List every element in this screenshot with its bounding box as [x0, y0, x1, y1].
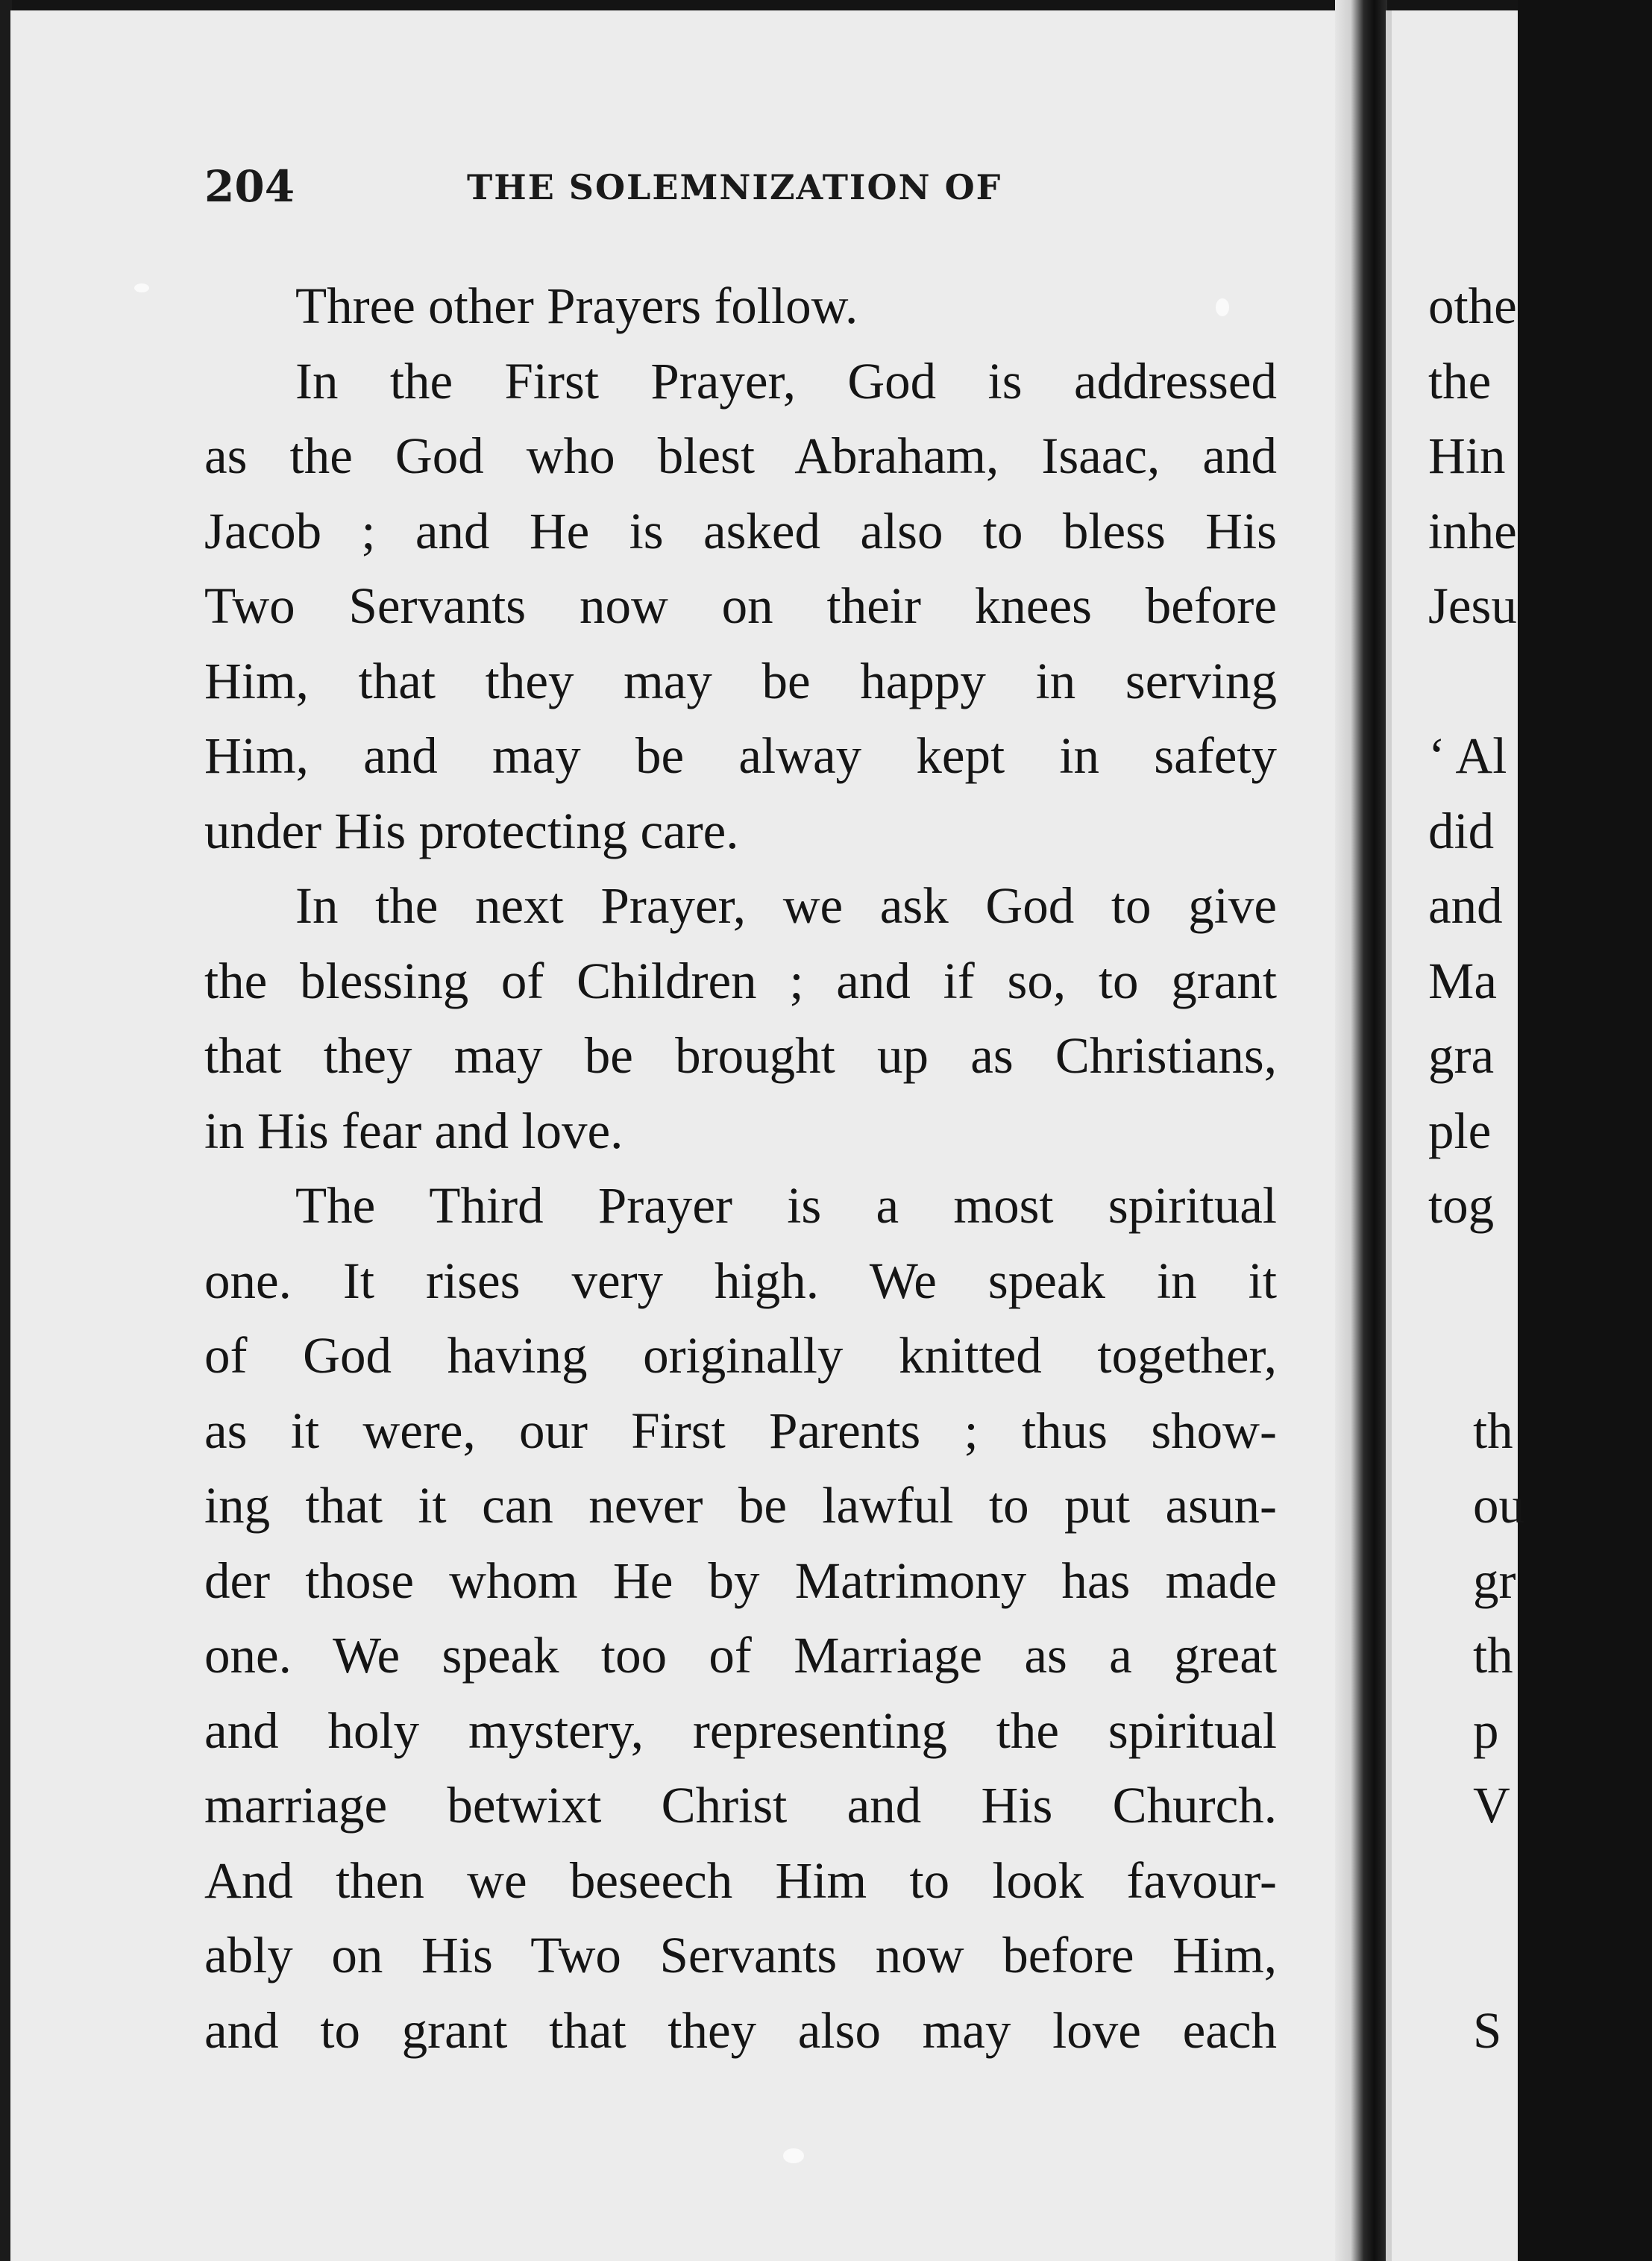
running-title: THE SOLEMNIZATION OF — [467, 167, 1002, 207]
right-page-fragment: S — [1473, 2001, 1502, 2059]
body-line: Him, that they may be happy in serving — [204, 652, 1277, 709]
right-page-fragment: th — [1473, 1627, 1513, 1684]
paper-speck — [1216, 298, 1229, 316]
right-page-fragment: the — [1428, 352, 1492, 410]
body-line: under His protecting care. — [204, 802, 739, 859]
right-page-fragment: did — [1428, 802, 1495, 859]
right-page-fragment: th — [1473, 1402, 1513, 1459]
right-page-fragment — [1428, 1318, 1652, 1393]
right-page-fragment: and — [1428, 877, 1503, 934]
body-line: as it were, our First Parents ; thus show- — [204, 1402, 1277, 1459]
body-line: ably on His Two Servants now before Him, — [204, 1927, 1277, 1984]
body-line: of God having originally knitted together, — [204, 1327, 1277, 1384]
right-page-fragment: othe — [1428, 277, 1517, 334]
body-line: Him, and may be alway kept in safety — [204, 727, 1277, 784]
body-line: In the next Prayer, we ask God to give — [295, 877, 1277, 934]
right-page-fragment: ou — [1473, 1477, 1524, 1534]
right-page-fragment: gr — [1473, 1552, 1516, 1609]
body-line: in His fear and love. — [204, 1102, 624, 1159]
page-number: 204 — [204, 161, 295, 212]
body-line: In the First Prayer, God is addressed — [295, 352, 1277, 410]
right-page-fragment: inhe — [1428, 502, 1517, 559]
right-page-fragment: Ma — [1428, 952, 1497, 1009]
right-page-fragment: gra — [1428, 1027, 1495, 1084]
right-page-fragment: tog — [1428, 1177, 1495, 1234]
right-page-fragment: V — [1473, 1777, 1510, 1834]
paper-speck — [783, 2148, 804, 2163]
body-line: And then we beseech Him to look favour- — [204, 1851, 1277, 1909]
body-line: ing that it can never be lawful to put asun- — [204, 1477, 1277, 1534]
body-line: one. We speak too of Marriage as a great — [204, 1627, 1277, 1684]
body-line: the blessing of Children ; and if so, to grant — [204, 952, 1277, 1009]
body-line: one. It rises very high. We speak in it — [204, 1252, 1277, 1309]
right-page-edge — [1386, 10, 1392, 2261]
body-line: der those whom He by Matrimony has made — [204, 1552, 1277, 1609]
paper-speck — [134, 283, 149, 292]
body-line: and to grant that they also may love each — [204, 2001, 1277, 2059]
body-line: Three other Prayers follow. — [295, 277, 858, 334]
right-page-fragment: ple — [1428, 1102, 1492, 1159]
right-page-text-fragments — [1428, 269, 1652, 2068]
right-page-fragment — [1428, 1244, 1652, 1319]
book-gutter — [1335, 0, 1387, 2261]
body-line: as the God who blest Abraham, Isaac, and — [204, 427, 1277, 484]
right-page-fragment — [1428, 644, 1652, 719]
body-line: marriage betwixt Christ and His Church. — [204, 1777, 1277, 1834]
body-line: that they may be brought up as Christians, — [204, 1027, 1277, 1084]
right-page-fragment: ‘ Al — [1428, 727, 1507, 784]
right-page-fragment — [1428, 1918, 1652, 1993]
right-page-fragment: Jesu — [1428, 577, 1517, 634]
right-page-fragment — [1428, 1843, 1652, 1919]
body-line: and holy mystery, representing the spiritual — [204, 1702, 1277, 1759]
body-line: Two Servants now on their knees before — [204, 577, 1277, 634]
running-head — [204, 160, 1286, 213]
body-text — [204, 269, 1277, 2068]
body-line: The Third Prayer is a most spiritual — [295, 1177, 1277, 1234]
right-page-fragment: Hin — [1428, 427, 1506, 484]
right-page-fragment: p — [1473, 1702, 1499, 1759]
body-line: Jacob ; and He is asked also to bless His — [204, 502, 1277, 559]
